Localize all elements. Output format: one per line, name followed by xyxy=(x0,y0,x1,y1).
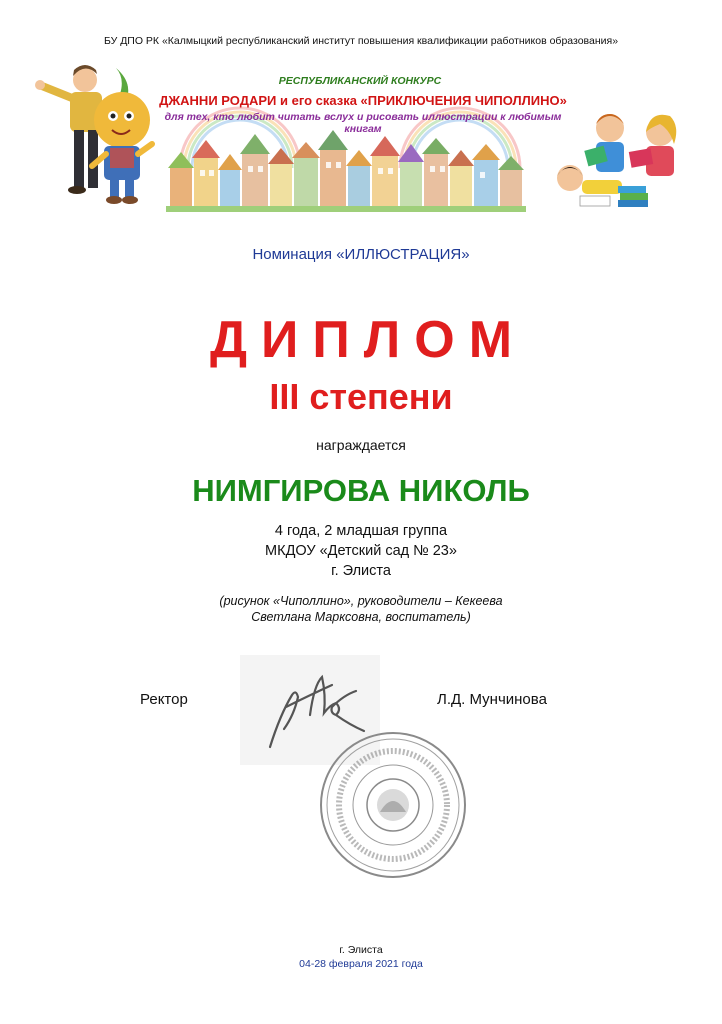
official-seal-stamp xyxy=(318,730,468,880)
contest-type-title: РЕСПУБЛИКАНСКИЙ КОНКУРС xyxy=(278,75,442,87)
signer-name: Л.Д. Мунчинова xyxy=(437,691,547,708)
diploma-title: ДИПЛОМ xyxy=(209,311,527,369)
awarded-label: награждается xyxy=(316,437,406,453)
contest-name: ДЖАННИ РОДАРИ и его сказка «ПРИКЛЮЧЕНИЯ ЧИПОЛЛИНО» xyxy=(159,93,567,108)
signer-role: Ректор xyxy=(140,691,188,708)
cartoon-man-character xyxy=(35,65,102,194)
drawing-note-line-2: Светлана Марксовна, воспитатель) xyxy=(251,610,471,624)
recipient-city: г. Элиста xyxy=(331,563,391,579)
recipient-school: МКДОУ «Детский сад № 23» xyxy=(265,543,457,559)
institute-header: БУ ДПО РК «Калмыцкий республиканский институт повышения квалификации работников образования» xyxy=(103,35,619,47)
footer-city: г. Элиста xyxy=(339,944,383,956)
recipient-name: НИМГИРОВА НИКОЛЬ xyxy=(192,473,530,508)
nomination-label: Номинация «ИЛЛЮСТРАЦИЯ» xyxy=(252,246,470,263)
footer-dates: 04-28 февраля 2021 года xyxy=(299,958,423,970)
recipient-age-group: 4 года, 2 младшая группа xyxy=(274,523,448,539)
book-stack xyxy=(618,186,648,207)
drawing-note-line-1: (рисунок «Чиполлино», руководители – Кекеева xyxy=(219,594,503,608)
town-houses xyxy=(166,130,526,212)
diploma-degree: III степени xyxy=(269,376,453,417)
cipollino-onion-character xyxy=(92,68,152,204)
contest-subtitle: для тех, кто любит читать вслух и рисовать иллюстрации к любимым книгам xyxy=(164,111,562,135)
